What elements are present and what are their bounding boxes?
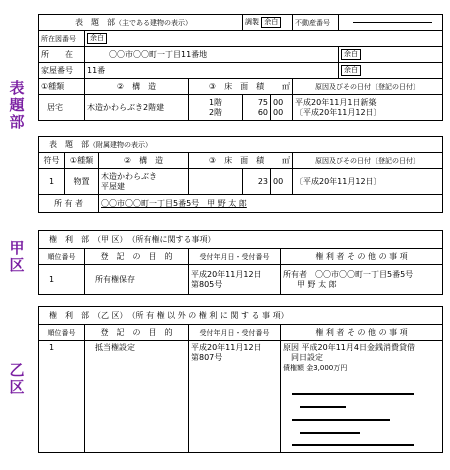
fuzoku-table: [38, 136, 443, 213]
hyodaibu-table: [38, 14, 443, 121]
row-area-dec: 00 00: [271, 95, 293, 121]
kouku-row-kenri: 所有者 〇〇市〇〇町一丁目5番5号 甲 野 太 郎: [281, 265, 443, 295]
otsuku-header-uketsuke: 受付年月日・受付番号: [189, 325, 281, 341]
kouku-row-jun: 1: [39, 265, 85, 295]
redaction-line-2: [300, 406, 346, 408]
row-kozo: 木造かわらぶき2階建: [85, 95, 189, 121]
kouku-header-uketsuke: 受付年月日・受付番号: [189, 249, 281, 265]
otsuku-header-jun: 順位番号: [39, 325, 85, 341]
fuzoku-title-cell: 表 題 部（附属建物の表示）: [39, 137, 443, 153]
kouku-title: 権 利 部 （甲 区） （所有権に関する事項）: [39, 231, 443, 249]
kaoku-box-cell: 余白: [339, 63, 443, 79]
fuzoku-header-shurui: ①種類: [65, 153, 99, 169]
fuzoku-row-area-int: 23: [243, 169, 271, 195]
fuzoku-row-kozo: 木造かわらぶき 平屋建: [99, 169, 189, 195]
kouku-row-mokuteki: 所有権保存: [85, 265, 189, 295]
side-label-kouku: 甲 区: [9, 239, 25, 274]
otsuku-header-kenri: 権 利 者 そ の 他 の 事 項: [281, 325, 443, 341]
kouku-row-uketsuke: 平成20年11月12日 第805号: [189, 265, 281, 295]
row-genin: 平成20年11月1日新築 〔平成20年11月12日〕: [293, 95, 443, 121]
otsuku-row-kenri: 原因 平成20年11月4日金銭消費貸借 同日設定 債権額 金3,000万円: [281, 341, 443, 453]
fuzoku-header-yuka: ③ 床 面 積 ㎡: [189, 153, 293, 169]
shozai-zuban-value: 余白: [85, 31, 443, 47]
fudosan-value: [339, 15, 443, 31]
side-label-hyodaibu: 表 題 部: [9, 79, 25, 131]
owner-value: 〇〇市〇〇町一丁目5番5号 甲 野 太 郎: [99, 195, 443, 213]
header-genin: 原因及びその日付〔登記の日付〕: [293, 79, 443, 95]
row-shurui: 居宅: [39, 95, 85, 121]
fuzoku-header-fugo: 符号: [39, 153, 65, 169]
side-label-otsuku: 乙 区: [9, 361, 25, 396]
fuzoku-row-fugo: 1: [39, 169, 65, 195]
redaction-line-1: [292, 393, 414, 395]
otsuku-header-mokuteki: 登 記 の 目 的: [85, 325, 189, 341]
row-area-int: 75 60: [243, 95, 271, 121]
shozai-value: 〇〇市〇〇町一丁目11番地: [85, 47, 339, 63]
otsuku-row-mokuteki: 抵当権設定: [85, 341, 189, 453]
fuzoku-row-genin: 〔平成20年11月12日〕: [293, 169, 443, 195]
redaction-line-5: [292, 444, 414, 446]
fuzoku-header-kozo: ② 構 造: [99, 153, 189, 169]
fudosan-label: 不動産番号: [293, 15, 339, 31]
kouku-header-jun: 順位番号: [39, 249, 85, 265]
kouku-header-kenri: 権 利 者 そ の 他 の 事 項: [281, 249, 443, 265]
header-yuka: ③ 床 面 積 ㎡: [189, 79, 293, 95]
otsuku-table: [38, 306, 443, 453]
owner-label: 所 有 者: [39, 195, 99, 213]
kouku-header-mokuteki: 登 記 の 目 的: [85, 249, 189, 265]
kouku-table: [38, 230, 443, 295]
shozai-box-cell: 余白: [339, 47, 443, 63]
header-kozo: ② 構 造: [85, 79, 189, 95]
hyodaibu-title-cell: 表 題 部（主である建物の表示）: [39, 15, 243, 31]
redaction-line-3: [292, 419, 390, 421]
otsuku-row-uketsuke: 平成20年11月12日 第807号: [189, 341, 281, 453]
kaoku-value: 11番: [85, 63, 339, 79]
chosei-cell: 調製 余白: [243, 15, 293, 31]
otsuku-title: 権 利 部 （乙 区） （所 有 権 以 外 の 権 利 に 関 す る 事 項）: [39, 307, 443, 325]
fuzoku-row-area-dec: 00: [271, 169, 293, 195]
redaction-line-4: [300, 432, 360, 434]
fuzoku-row-shurui: 物置: [65, 169, 99, 195]
header-shurui: ①種類: [39, 79, 85, 95]
row-floors: 1階 2階: [189, 95, 243, 121]
kaoku-label: 家屋番号: [39, 63, 85, 79]
fuzoku-header-genin: 原因及びその日付〔登記の日付〕: [293, 153, 443, 169]
shozai-label: 所 在: [39, 47, 85, 63]
chosei-value-box: 余白: [261, 17, 281, 28]
otsuku-row-jun: 1: [39, 341, 85, 453]
shozai-zuban-label: 所在図番号: [39, 31, 85, 47]
fuzoku-row-blank: [189, 169, 243, 195]
